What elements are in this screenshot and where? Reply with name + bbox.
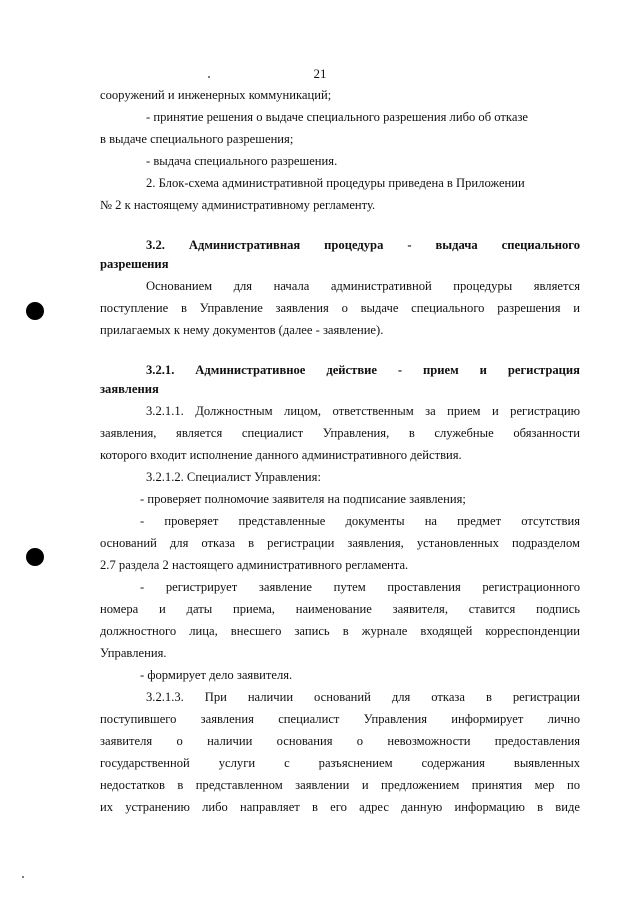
text-line: - выдача специального разрешения.: [146, 154, 338, 168]
text-line: в выдаче специального разрешения;: [100, 132, 294, 146]
text-line: поступление в Управление заявления о выдаче специального разрешения и: [100, 301, 580, 315]
text-line: 3.2.1.1. Должностным лицом, ответственным за прием и регистрацию: [146, 404, 580, 418]
text-line: оснований для отказа в регистрации заявления, установленных подразделом: [100, 536, 580, 550]
text-line: - проверяет представленные документы на предмет отсутствия: [140, 514, 580, 528]
text-line: 3.2.1.3. При наличии оснований для отказа в регистрации: [146, 690, 580, 704]
text-line: должностного лица, внесшего запись в журнале входящей корреспонденции: [100, 624, 580, 638]
text-line: Управления.: [100, 646, 167, 660]
scan-speck: [208, 76, 210, 78]
text-line: № 2 к настоящему административному регламенту.: [100, 198, 376, 212]
text-line: недостатков в представленном заявлении и предложением принятия мер по: [100, 778, 580, 792]
text-line: Основанием для начала административной процедуры является: [146, 279, 580, 293]
text-line: - проверяет полномочие заявителя на подписание заявления;: [140, 492, 466, 506]
section-heading: 3.2. Административная процедура - выдача специального: [146, 238, 580, 252]
punch-hole-top: [26, 302, 44, 320]
section-heading: разрешения: [100, 257, 169, 271]
text-line: прилагаемых к нему документов (далее - заявление).: [100, 323, 384, 337]
text-line: 2.7 раздела 2 настоящего административного регламента.: [100, 558, 409, 572]
text-line: - формирует дело заявителя.: [140, 668, 293, 682]
text-line: которого входит исполнение данного административного действия.: [100, 448, 462, 462]
text-line: государственной услуги с разъяснением содержания выявленных: [100, 756, 580, 770]
text-line: поступившего заявления специалист Управления информирует лично: [100, 712, 580, 726]
text-line: 3.2.1.2. Специалист Управления:: [146, 470, 321, 484]
punch-hole-bottom: [26, 548, 44, 566]
text-line: их устранению либо направляет в его адрес данную информацию в виде: [100, 800, 580, 814]
text-line: 2. Блок-схема административной процедуры приведена в Приложении: [146, 176, 525, 190]
text-line: заявителя о наличии основания о невозможности предоставления: [100, 734, 580, 748]
text-line: номера и даты приема, наименование заявителя, ставится подпись: [100, 602, 580, 616]
subsection-heading: заявления: [100, 382, 159, 396]
scan-speck: [22, 876, 24, 878]
text-line: заявления, является специалист Управления, в служебные обязанности: [100, 426, 580, 440]
text-line: - регистрирует заявление путем проставления регистрационного: [140, 580, 580, 594]
text-line: сооружений и инженерных коммуникаций;: [100, 88, 332, 102]
text-line: - принятие решения о выдаче специального разрешения либо об отказе: [146, 110, 529, 124]
page-number: 21: [313, 66, 327, 81]
subsection-heading: 3.2.1. Административное действие - прием и регистрация: [146, 363, 580, 377]
